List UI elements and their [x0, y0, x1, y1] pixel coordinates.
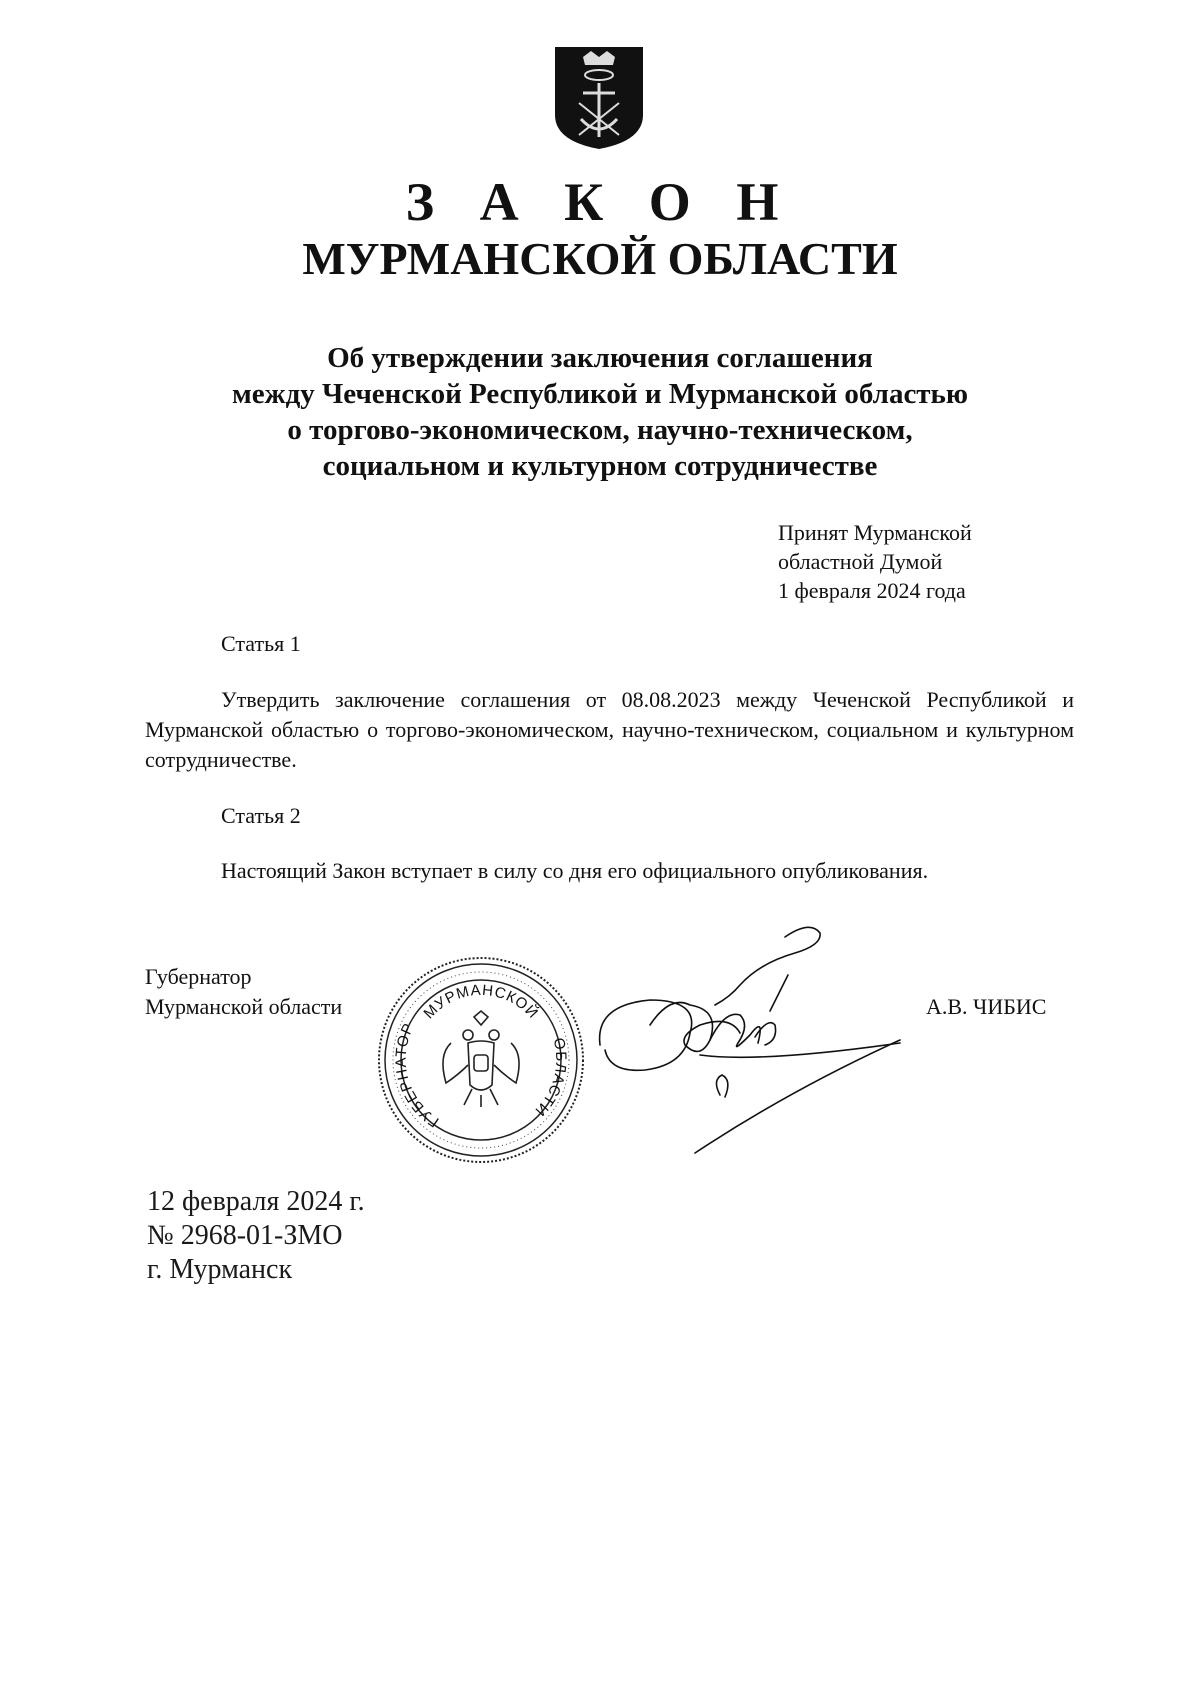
article-1-heading: Статья 1 — [221, 631, 301, 656]
article-1-text: Утвердить заключение соглашения от 08.08.2023 между Чеченской Республикой и Мурманской областью о торгово-экономическом, научно-техническом, социальном и культурном сотрудничестве. — [145, 687, 1074, 772]
seal-text-right: ОБЛАСТИ — [530, 1036, 570, 1120]
subject-line: социальном и культурном сотрудничестве — [322, 450, 878, 482]
seal-text-top: МУРМАНСКОЙ — [420, 981, 542, 1023]
double-headed-eagle-icon — [443, 1011, 519, 1107]
seal-text-left: ГУБЕРНАТОР — [392, 1020, 443, 1131]
subject-line: Об утверждении заключения соглашения — [327, 342, 873, 374]
svg-text:ГУБЕРНАТОР — [393, 1020, 443, 1130]
law-subject — [0, 340, 1200, 484]
signing-block — [147, 1185, 365, 1287]
signatory-title — [145, 962, 342, 1022]
svg-text:ОБЛАСТИ — [531, 1036, 570, 1119]
signatory-name: А.В. ЧИБИС — [926, 994, 1047, 1019]
signing-place: г. Мурманск — [147, 1254, 293, 1285]
adoption-line: 1 февраля 2024 года — [778, 578, 966, 603]
subject-line: о торгово-экономическом, научно-техническом, — [287, 414, 913, 446]
adoption-note — [778, 518, 972, 605]
signatory-title-line: Мурманской области — [145, 994, 343, 1019]
law-number: № 2968-01-ЗМО — [147, 1220, 343, 1251]
region-title: МУРМАНСКОЙ ОБЛАСТИ — [302, 233, 898, 284]
signatory-title-line: Губернатор — [145, 964, 252, 989]
governor-signature — [590, 915, 920, 1155]
coat-of-arms-icon — [553, 45, 645, 151]
governor-seal-stamp — [376, 955, 586, 1165]
article-2-heading: Статья 2 — [221, 803, 301, 828]
adoption-line: областной Думой — [778, 549, 943, 574]
subject-line: между Чеченской Республикой и Мурманской областью — [231, 378, 969, 410]
adoption-line: Принят Мурманской — [778, 520, 972, 545]
law-title: З А К О Н — [405, 172, 795, 232]
article-2-text: Настоящий Закон вступает в силу со дня его официального опубликования. — [221, 858, 929, 883]
svg-text:МУРМАНСКОЙ — [420, 982, 542, 1022]
signing-date: 12 февраля 2024 г. — [147, 1186, 365, 1217]
